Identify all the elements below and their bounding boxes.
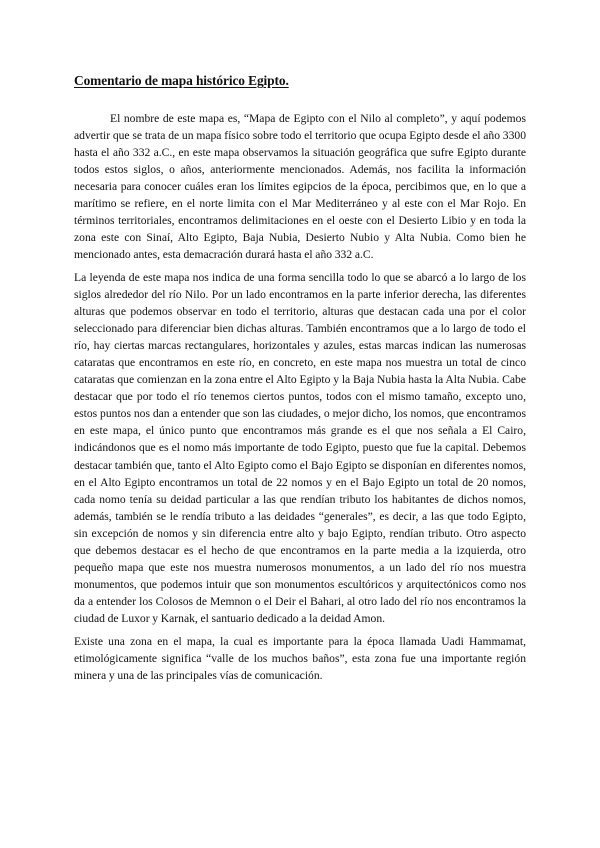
paragraph-legend: La leyenda de este mapa nos indica de una forma sencilla todo lo que se abarcó a lo largo de los siglos alrededor del río Nilo. Por un lado encontramos en la parte inferior derecha, las diferentes alturas que podemos observar en todo el territorio, alturas que destacan cada una por el color seleccionado para diferenciar bien dichas alturas. También encontramos que a lo largo de todo el río, hay ciertas marcas rectangulares, horizontales y azules, estas marcas indican las numerosas cataratas que encontramos en este río, en concreto, en este mapa nos muestra un total de cinco cataratas que comienzan en la zona entre el Alto Egipto y la Baja Nubia hasta la Alta Nubia. Cabe destacar que por todo el río tenemos ciertos puntos, todos con el mismo tamaño, excepto uno, estos puntos nos dan a entender que son las ciudades, o mejor dicho, los nomos, que encontramos en este mapa, el único punto que encontramos más grande es el que nos señala a El Cairo, indicándonos que es el nomo más importante de todo Egipto, puesto que fue la capital. Debemos destacar también que, tanto el Alto Egipto como el Bajo Egipto se disponían en diferentes nomos, en el Alto Egipto encontramos un total de 22 nomos y en el Bajo Egipto un total de 20 nomos, cada nomo tenía su deidad particular a las que rendían tributo los habitantes de dichos nomos, además, también se le rendía tributo a las deidades “generales”, es decir, a las que todo Egipto, sin excepción de nomos y sin diferencia entre alto y bajo Egipto, rendían tributo. Otro aspecto que debemos destacar es el hecho de que encontramos en la parte media a la izquierda, otro pequeño mapa que este nos muestra numerosos monumentos, a un lado del río nos muestra monumentos, que podemos intuir que son monumentos escultóricos y arquitectónicos como nos da a entender los Colosos de Memnon o el Deir el Bahari, al otro lado del río nos encontramos la ciudad de Luxor y Karnak, el santuario dedicado a la deidad Amon.	[74, 271, 526, 625]
document-title: Comentario de mapa histórico Egipto.	[74, 73, 289, 88]
paragraph-uadi-hammamat: Existe una zona en el mapa, la cual es importante para la época llamada Uadi Hammamat, etimológicamente significa “valle de los muchos baños”, esta zona fue una importante región minera y una de las principales vías de comunicación.	[74, 635, 526, 683]
paragraph-intro: El nombre de este mapa es, “Mapa de Egipto con el Nilo al completo”, y aquí podemos advertir que se trata de un mapa físico sobre todo el territorio que ocupa Egipto desde el año 3300 hasta el año 332 a.C., en este mapa observamos la situación geográfica que sufre Egipto durante todos estos siglos, o años, anteriormente mencionados. Además, nos facilita la información necesaria para conocer cuáles eran los límites egipcios de la época, percibimos que, en lo que a marítimo se refiere, en el norte limita con el Mar Mediterráneo y al este con el Mar Rojo. En términos territoriales, encontramos delimitaciones en el oeste con el Desierto Libio y en toda la zona este con Sinaí, Alto Egipto, Baja Nubia, Desierto Nubio y Alta Nubia. Como bien he mencionado antes, esta demacración durará hasta el año 332 a.C.	[74, 112, 526, 262]
